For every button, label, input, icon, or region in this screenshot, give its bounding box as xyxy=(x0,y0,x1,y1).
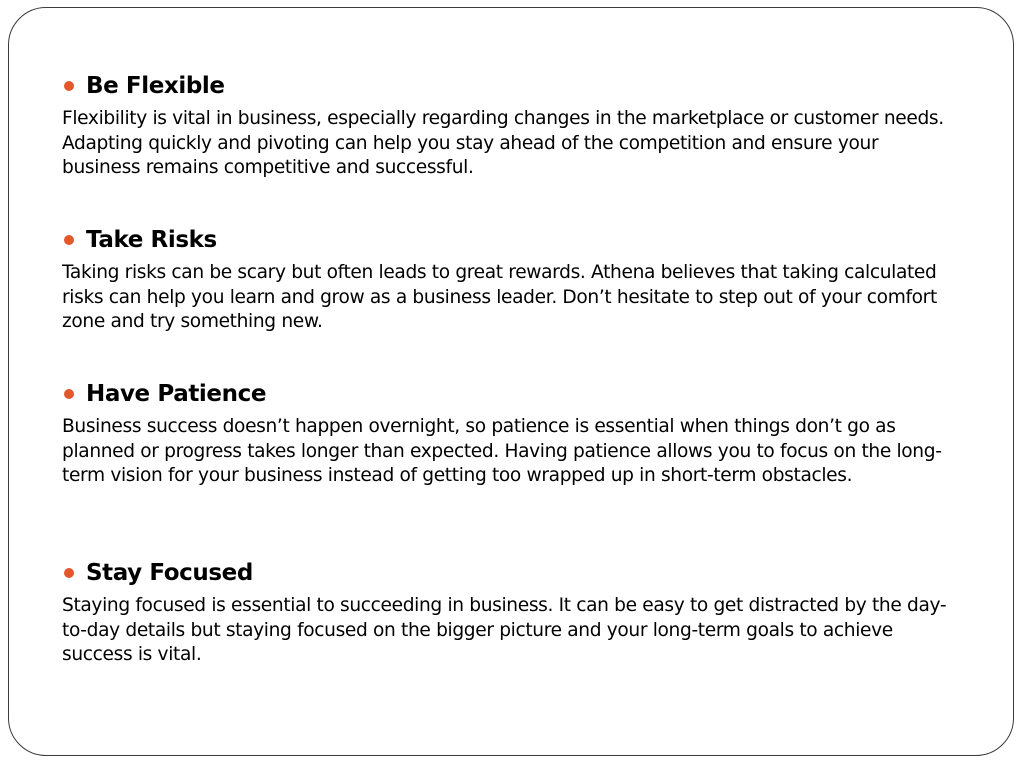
section-heading-row xyxy=(62,224,962,256)
section-heading-row xyxy=(62,557,962,589)
section-body: Staying focused is essential to succeeding in business. It can be easy to get distracted by the day-to-day details but staying focused on the bigger picture and your long-term goals to achieve success is vital. xyxy=(62,595,947,665)
section-heading: Be Flexible xyxy=(86,73,225,99)
section-take-risks xyxy=(62,224,962,335)
section-heading: Have Patience xyxy=(86,381,267,407)
section-be-flexible xyxy=(62,70,962,181)
section-heading-row xyxy=(62,70,962,102)
section-body: Flexibility is vital in business, especially regarding changes in the marketplace or customer needs. Adapting quickly and pivoting can help you stay ahead of the competition and ensure your business remains competitive and successful. xyxy=(62,108,944,178)
bullet-dot-icon xyxy=(64,568,74,578)
bullet-dot-icon xyxy=(64,81,74,91)
bullet-dot-icon xyxy=(64,389,74,399)
section-have-patience xyxy=(62,378,962,489)
section-body: Business success doesn’t happen overnight, so patience is essential when things don’t go as planned or progress takes longer than expected. Having patience allows you to focus on the long-term vision for your business instead of getting too wrapped up in short-term obstacles. xyxy=(62,416,942,486)
section-heading-row xyxy=(62,378,962,410)
bullet-dot-icon xyxy=(64,235,74,245)
section-heading: Stay Focused xyxy=(86,560,253,586)
section-heading: Take Risks xyxy=(86,227,217,253)
section-body: Taking risks can be scary but often leads to great rewards. Athena believes that taking calculated risks can help you learn and grow as a business leader. Don’t hesitate to step out of your comfort zone and try something new. xyxy=(62,262,937,332)
section-stay-focused xyxy=(62,557,962,668)
